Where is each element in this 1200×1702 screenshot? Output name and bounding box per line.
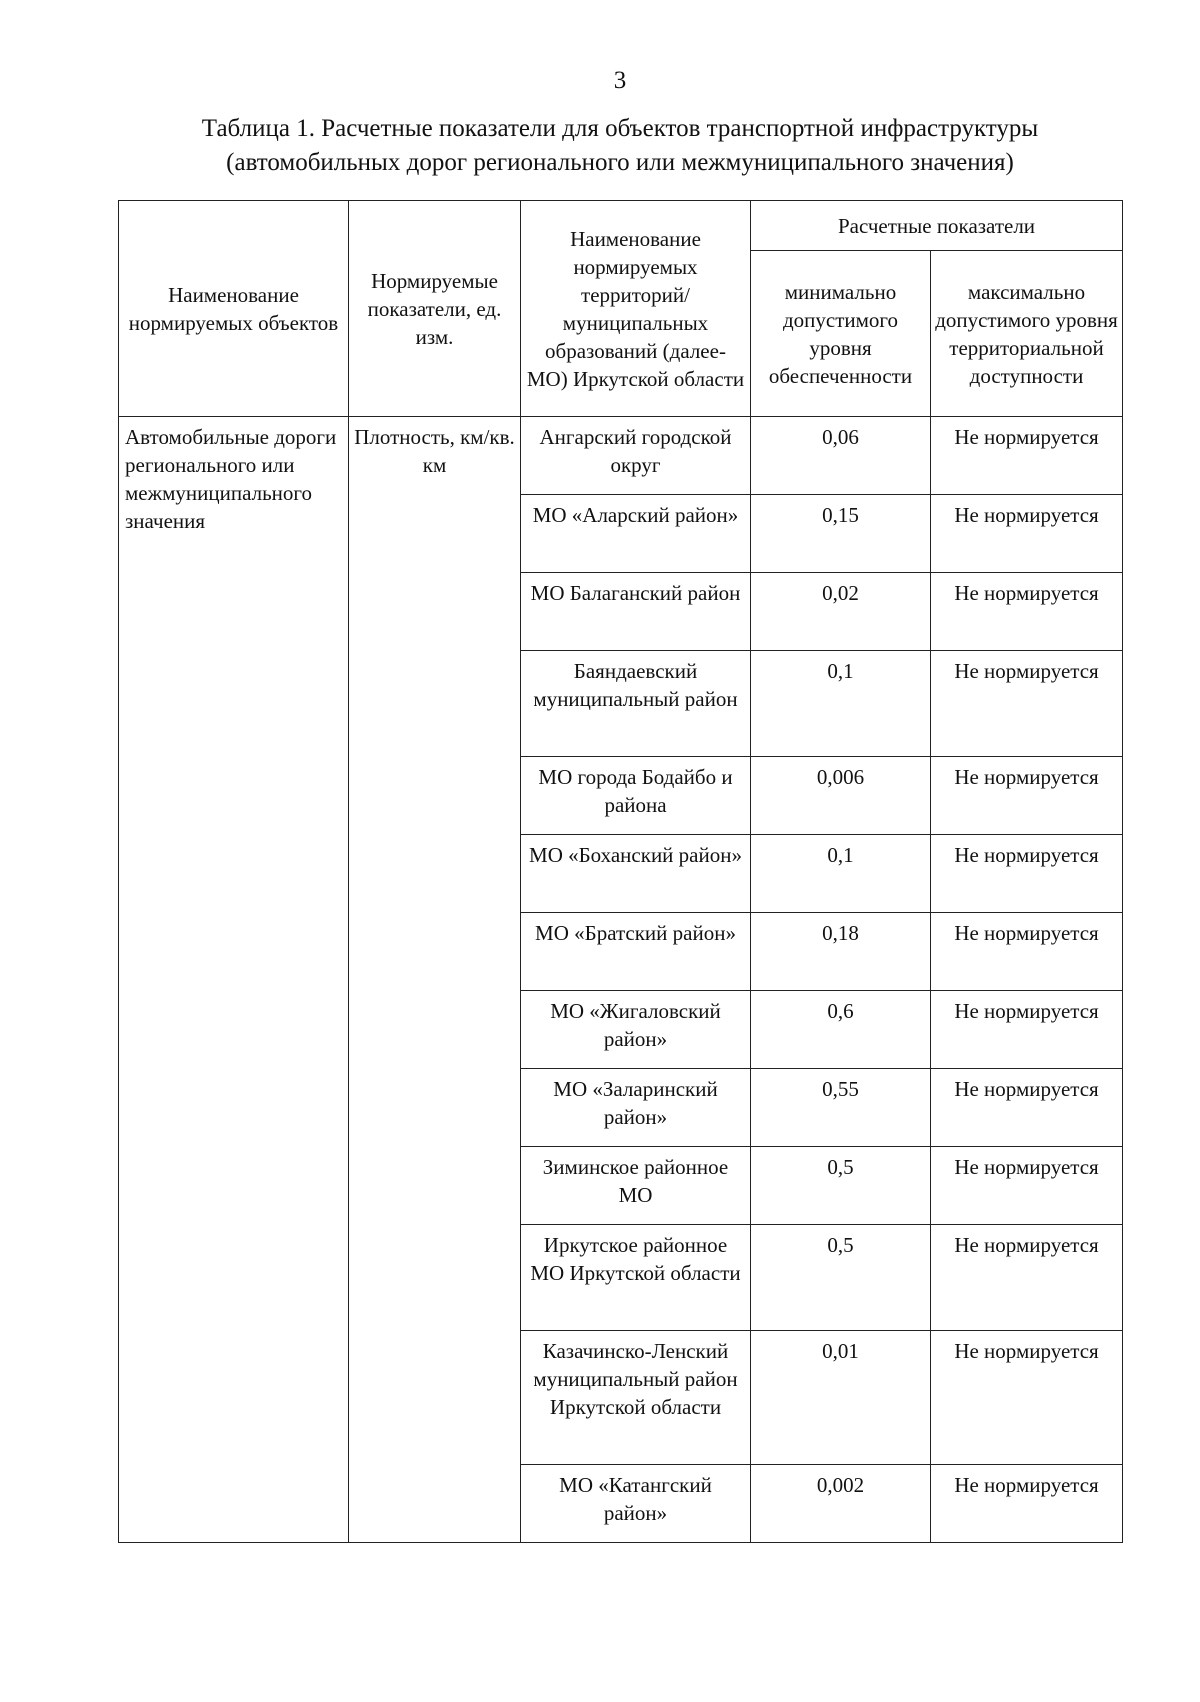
territory-cell: Казачинско-Ленский муниципальный район Иркутской области xyxy=(521,1331,751,1465)
territory-cell: МО «Заларинский район» xyxy=(521,1069,751,1147)
territory-cell: МО «Боханский район» xyxy=(521,835,751,913)
indicator-cell: Плотность, км/кв. км xyxy=(349,417,521,1543)
min-value-cell: 0,18 xyxy=(751,913,931,991)
min-value-cell: 0,55 xyxy=(751,1069,931,1147)
max-value-cell: Не нормируется xyxy=(931,1225,1123,1331)
header-territory: Наименование нормируемых территорий/ муниципальных образований (далее-МО) Иркутской области xyxy=(521,201,751,417)
territory-cell: Зиминское районное МО xyxy=(521,1147,751,1225)
max-value-cell: Не нормируется xyxy=(931,1069,1123,1147)
min-value-cell: 0,06 xyxy=(751,417,931,495)
table-title-line-2: (автомобильных дорог регионального или межмуниципального значения) xyxy=(226,149,1014,176)
max-value-cell: Не нормируется xyxy=(931,1465,1123,1543)
territory-cell: Иркутское районное МО Иркутской области xyxy=(521,1225,751,1331)
min-value-cell: 0,01 xyxy=(751,1331,931,1465)
max-value-cell: Не нормируется xyxy=(931,417,1123,495)
max-value-cell: Не нормируется xyxy=(931,835,1123,913)
norms-table xyxy=(118,200,1123,1543)
territory-cell: Баяндаевский муниципальный район xyxy=(521,651,751,757)
min-value-cell: 0,5 xyxy=(751,1147,931,1225)
max-value-cell: Не нормируется xyxy=(931,913,1123,991)
page-number: 3 xyxy=(613,67,627,94)
min-value-cell: 0,02 xyxy=(751,573,931,651)
territory-cell: Ангарский городской округ xyxy=(521,417,751,495)
max-value-cell: Не нормируется xyxy=(931,495,1123,573)
header-calc-group: Расчетные показатели xyxy=(751,201,1123,251)
min-value-cell: 0,15 xyxy=(751,495,931,573)
max-value-cell: Не нормируется xyxy=(931,1147,1123,1225)
max-value-cell: Не нормируется xyxy=(931,991,1123,1069)
territory-cell: МО «Братский район» xyxy=(521,913,751,991)
max-value-cell: Не нормируется xyxy=(931,651,1123,757)
min-value-cell: 0,006 xyxy=(751,757,931,835)
territory-cell: МО Балаганский район xyxy=(521,573,751,651)
territory-cell: МО «Жигаловский район» xyxy=(521,991,751,1069)
territory-cell: МО «Аларский район» xyxy=(521,495,751,573)
min-value-cell: 0,1 xyxy=(751,651,931,757)
header-min-level: минимально допустимого уровня обеспеченности xyxy=(751,251,931,417)
territory-cell: МО «Катангский район» xyxy=(521,1465,751,1543)
header-object: Наименование нормируемых объектов xyxy=(119,201,349,417)
table-title xyxy=(100,112,1140,180)
header-max-level: максимально допустимого уровня территориальной доступности xyxy=(931,251,1123,417)
max-value-cell: Не нормируется xyxy=(931,573,1123,651)
header-indicator: Нормируемые показатели, ед. изм. xyxy=(349,201,521,417)
min-value-cell: 0,5 xyxy=(751,1225,931,1331)
min-value-cell: 0,002 xyxy=(751,1465,931,1543)
max-value-cell: Не нормируется xyxy=(931,1331,1123,1465)
table-row xyxy=(119,417,1123,495)
max-value-cell: Не нормируется xyxy=(931,757,1123,835)
table-title-line-1: Таблица 1. Расчетные показатели для объектов транспортной инфраструктуры xyxy=(201,115,1039,142)
object-cell: Автомобильные дороги регионального или межмуниципального значения xyxy=(119,417,349,1543)
min-value-cell: 0,6 xyxy=(751,991,931,1069)
min-value-cell: 0,1 xyxy=(751,835,931,913)
territory-cell: МО города Бодайбо и района xyxy=(521,757,751,835)
